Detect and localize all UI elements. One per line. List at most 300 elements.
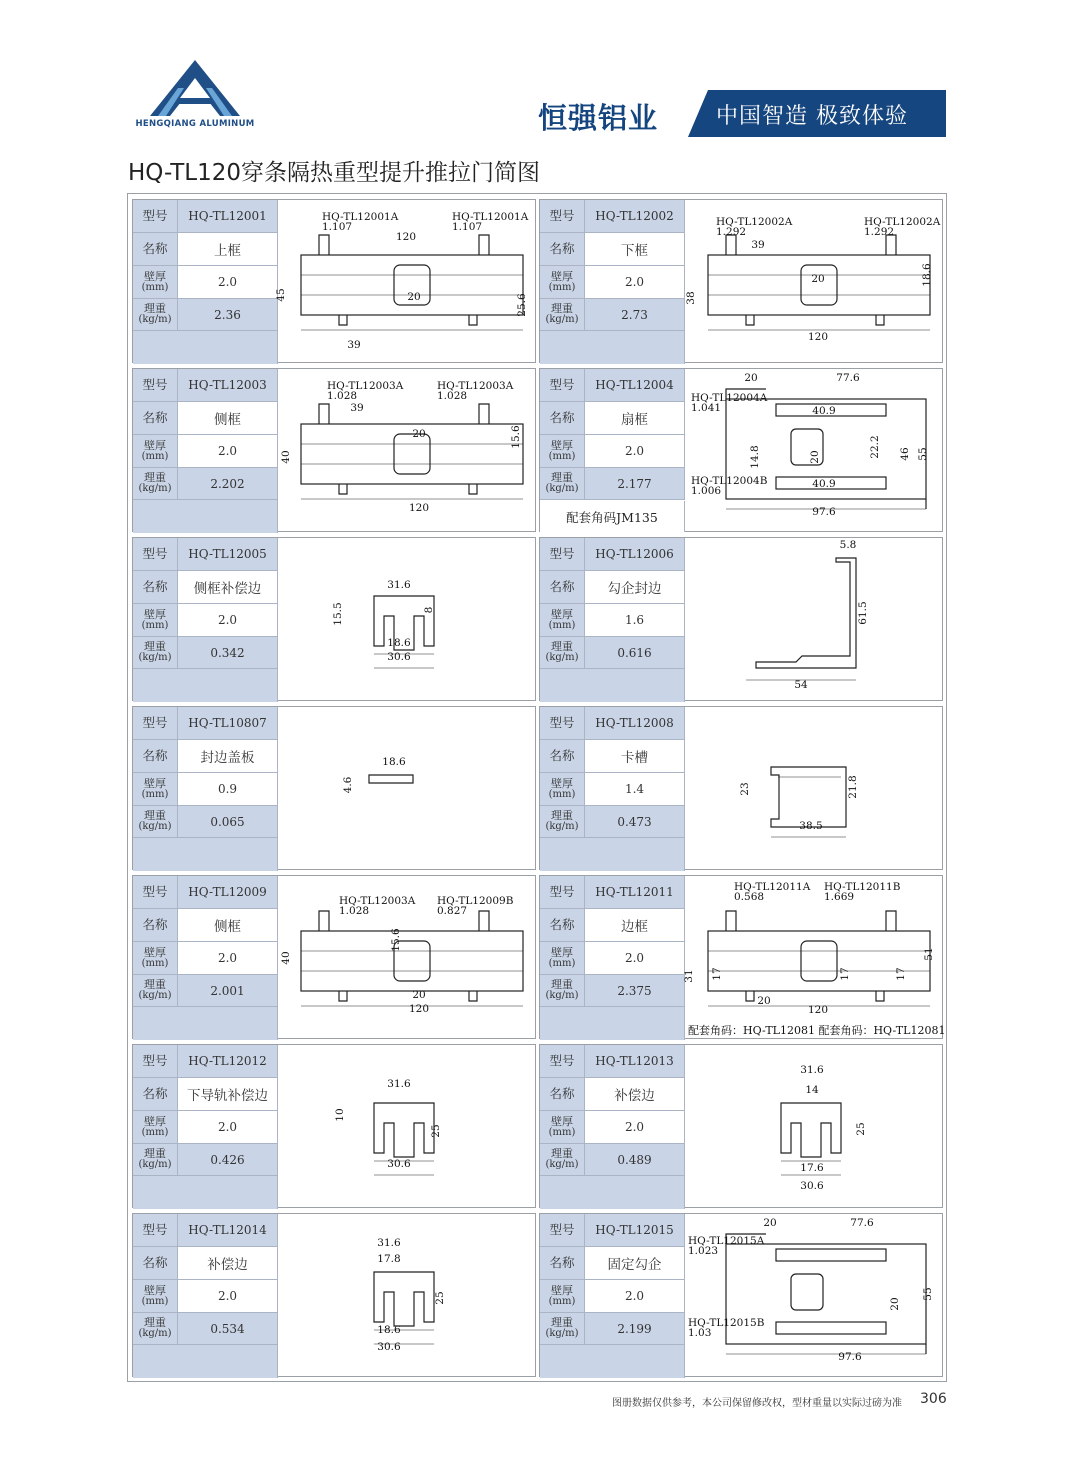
- drawing-label: 18.6: [377, 1324, 401, 1336]
- field-label: [133, 299, 178, 331]
- dimension-label: 17: [711, 967, 723, 981]
- field-label: 型号: [133, 1214, 178, 1247]
- field-value-weight: 0.489: [585, 1144, 685, 1176]
- brand-name: 恒强铝业: [538, 101, 659, 135]
- field-unit: (mm): [548, 450, 576, 462]
- field-value-weight: 0.065: [178, 806, 278, 838]
- field-unit: (mm): [141, 957, 169, 969]
- field-value-name: 封边盖板: [178, 740, 278, 773]
- field-label: 型号: [540, 200, 585, 233]
- field-unit: (mm): [548, 619, 576, 631]
- drawing-label: 0.827: [437, 905, 468, 917]
- field-label-text: 理重: [144, 809, 166, 823]
- field-label-text: 壁厚: [144, 1114, 166, 1128]
- field-value-wall: 2.0: [585, 266, 685, 299]
- drawing-label: 1.03: [688, 1327, 712, 1339]
- drawing-label: 120: [807, 331, 829, 343]
- field-label: [540, 604, 585, 637]
- drawing-label: 1.041: [691, 402, 722, 414]
- field-label: 型号: [540, 1214, 585, 1247]
- page-header: [0, 0, 1075, 150]
- field-label: [540, 773, 585, 806]
- field-label-text: 壁厚: [144, 945, 166, 959]
- blank-cell: [133, 1176, 278, 1209]
- dimension-label: 15.6: [390, 928, 402, 952]
- drawing-label: HQ-TL12004A: [691, 392, 768, 404]
- logo-text: HENGQIANG ALUMINUM: [135, 119, 255, 129]
- drawing-label: HQ-TL12001A: [322, 211, 399, 223]
- field-label: [540, 975, 585, 1007]
- blank-cell: [540, 1176, 685, 1209]
- profile-drawing: [686, 369, 943, 531]
- profile-drawing: [686, 707, 943, 869]
- field-label-text: 壁厚: [551, 438, 573, 452]
- field-unit: (kg/m): [138, 652, 172, 664]
- blank-cell: [540, 1345, 685, 1378]
- profile-card: [539, 1213, 943, 1377]
- field-value-name: 上框: [178, 233, 278, 266]
- field-label: [133, 468, 178, 500]
- drawing-label: HQ-TL12004B: [691, 475, 768, 487]
- profile-section-diagram: [686, 200, 943, 362]
- drawing-label: HQ-TL12003A: [437, 380, 514, 392]
- field-unit: (mm): [141, 450, 169, 462]
- drawing-label: 20: [763, 1217, 777, 1229]
- field-unit: (kg/m): [138, 821, 172, 833]
- field-value-model: HQ-TL12004: [585, 369, 685, 402]
- drawing-label: 31.6: [387, 1078, 411, 1090]
- field-unit: (kg/m): [545, 990, 579, 1002]
- profile-card: [539, 537, 943, 701]
- field-label: [133, 942, 178, 975]
- field-label: [133, 773, 178, 806]
- field-label: [133, 1111, 178, 1144]
- field-label: 名称: [540, 1247, 585, 1280]
- field-label: 名称: [540, 1078, 585, 1111]
- field-value-name: 侧框补偿边: [178, 571, 278, 604]
- drawing-label: 20: [811, 273, 825, 285]
- field-label: 名称: [133, 233, 178, 266]
- field-value-weight: 2.199: [585, 1313, 685, 1345]
- field-value-model: HQ-TL12012: [178, 1045, 278, 1078]
- field-label-text: 理重: [144, 1147, 166, 1161]
- field-value-weight: 2.73: [585, 299, 685, 331]
- profile-card: [539, 875, 946, 1039]
- field-value-wall: 2.0: [585, 1280, 685, 1313]
- field-unit: (kg/m): [545, 652, 579, 664]
- drawing-label: 30.6: [387, 1158, 411, 1170]
- field-label: 型号: [133, 1045, 178, 1078]
- field-unit: (kg/m): [545, 1328, 579, 1340]
- blank-cell: [540, 838, 685, 871]
- field-label: [540, 299, 585, 331]
- dimension-label: 4.6: [342, 776, 354, 794]
- drawing-label: 39: [350, 402, 364, 414]
- field-unit: (mm): [141, 619, 169, 631]
- page-title: HQ-TL120穿条隔热重型提升推拉门简图: [128, 160, 540, 186]
- profile-card: [539, 1044, 943, 1208]
- dimension-label: 45: [275, 288, 287, 302]
- field-value-wall: 1.6: [585, 604, 685, 637]
- profile-drawing: [279, 538, 536, 700]
- field-value-wall: 2.0: [178, 604, 278, 637]
- field-label-text: 理重: [551, 471, 573, 485]
- field-value-model: HQ-TL12005: [178, 538, 278, 571]
- profile-drawing: [279, 369, 536, 531]
- blank-cell: [133, 331, 278, 364]
- field-value-model: HQ-TL12013: [585, 1045, 685, 1078]
- dimension-label: 38: [685, 291, 697, 305]
- field-value-weight: 0.616: [585, 637, 685, 669]
- field-value-wall: 1.4: [585, 773, 685, 806]
- field-label: 型号: [540, 1045, 585, 1078]
- field-value-wall: 2.0: [585, 435, 685, 468]
- drawing-label: 1.292: [716, 226, 747, 238]
- field-label: 型号: [133, 707, 178, 740]
- blank-cell: [133, 1345, 278, 1378]
- profile-section-diagram: [279, 538, 536, 700]
- profile-card: [539, 368, 943, 532]
- field-label: [540, 1313, 585, 1345]
- drawing-label: HQ-TL12011B: [824, 881, 901, 893]
- profile-section-diagram: [686, 1214, 943, 1376]
- page-number: 306: [920, 1391, 947, 1407]
- drawing-label: 77.6: [850, 1217, 874, 1229]
- dimension-label: 10: [334, 1108, 346, 1122]
- drawing-label: HQ-TL12015A: [688, 1235, 765, 1247]
- field-value-wall: 2.0: [585, 1111, 685, 1144]
- field-value-name: 下导轨补偿边: [178, 1078, 278, 1111]
- field-unit: (kg/m): [138, 990, 172, 1002]
- drawing-label: 20: [412, 428, 426, 440]
- drawing-label: 0.568: [734, 891, 765, 903]
- field-label: 名称: [133, 1247, 178, 1280]
- dimension-label: 55: [922, 1287, 934, 1301]
- field-label: 型号: [540, 707, 585, 740]
- drawing-label: 97.6: [812, 506, 836, 518]
- field-label: [133, 1280, 178, 1313]
- drawing-label: 77.6: [836, 372, 860, 384]
- field-label-text: 壁厚: [551, 945, 573, 959]
- field-label: 名称: [540, 740, 585, 773]
- drawing-label: 1.107: [322, 221, 353, 233]
- field-label-text: 壁厚: [551, 776, 573, 790]
- drawing-label: 1.028: [437, 390, 468, 402]
- blank-cell: [133, 669, 278, 702]
- field-label-text: 壁厚: [144, 607, 166, 621]
- field-value-weight: 2.375: [585, 975, 685, 1007]
- drawing-label: 1.028: [327, 390, 358, 402]
- slogan-text: 中国智造 极致体验: [716, 104, 908, 129]
- profile-card: [132, 706, 536, 870]
- drawing-label: 30.6: [387, 651, 411, 663]
- profile-drawing: [279, 1214, 536, 1376]
- field-label-text: 壁厚: [551, 1283, 573, 1297]
- field-value-name: 补偿边: [585, 1078, 685, 1111]
- profile-note: 配套角码JM135: [540, 501, 685, 532]
- profile-drawing: [279, 876, 536, 1038]
- dimension-label: 8: [423, 606, 435, 614]
- field-label-text: 理重: [144, 640, 166, 654]
- field-label: [133, 266, 178, 299]
- field-label: 名称: [540, 909, 585, 942]
- field-label: 名称: [133, 909, 178, 942]
- field-value-model: HQ-TL12014: [178, 1214, 278, 1247]
- field-label: 型号: [133, 538, 178, 571]
- field-label: [133, 975, 178, 1007]
- dimension-label: 14.8: [749, 445, 761, 469]
- dimension-label: 20: [889, 1297, 901, 1311]
- field-value-weight: 2.36: [178, 299, 278, 331]
- field-label: [540, 942, 585, 975]
- drawing-label: HQ-TL12002A: [716, 216, 793, 228]
- drawing-label: 40.9: [812, 478, 836, 490]
- drawing-label: 14: [805, 1084, 819, 1096]
- profile-drawing: [686, 1214, 943, 1376]
- blank-cell: [540, 1007, 685, 1040]
- field-value-model: HQ-TL12006: [585, 538, 685, 571]
- profile-section-diagram: [279, 1214, 536, 1376]
- field-value-wall: 2.0: [585, 942, 685, 975]
- field-label: 型号: [540, 876, 585, 909]
- field-label-text: 壁厚: [144, 438, 166, 452]
- field-value-name: 勾企封边: [585, 571, 685, 604]
- field-unit: (kg/m): [545, 314, 579, 326]
- field-unit: (kg/m): [138, 483, 172, 495]
- dimension-label: 25: [855, 1122, 867, 1136]
- field-label: [540, 1280, 585, 1313]
- dimension-label: 55: [917, 447, 929, 461]
- drawing-label: 39: [347, 339, 361, 351]
- dimension-label: 40: [280, 450, 292, 464]
- field-unit: (kg/m): [138, 1159, 172, 1171]
- field-value-model: HQ-TL10807: [178, 707, 278, 740]
- field-label: [133, 604, 178, 637]
- field-label: 型号: [540, 538, 585, 571]
- dimension-label: 22.2: [869, 435, 881, 459]
- field-value-model: HQ-TL12011: [585, 876, 685, 909]
- field-unit: (mm): [548, 957, 576, 969]
- profile-card: [132, 537, 536, 701]
- dimension-label: 17: [839, 967, 851, 981]
- dimension-label: 61.5: [857, 601, 869, 625]
- drawing-label: HQ-TL12001A: [452, 211, 529, 223]
- drawing-label: HQ-TL12009B: [437, 895, 514, 907]
- field-label: 名称: [133, 1078, 178, 1111]
- blank-cell: [540, 669, 685, 702]
- field-value-model: HQ-TL12002: [585, 200, 685, 233]
- field-value-wall: 2.0: [178, 435, 278, 468]
- field-label: [540, 266, 585, 299]
- drawing-label: 17.8: [377, 1253, 401, 1265]
- field-label: 名称: [133, 571, 178, 604]
- profile-section-diagram: [279, 876, 536, 1038]
- field-value-weight: 2.177: [585, 468, 685, 500]
- drawing-label: 38.5: [799, 820, 823, 832]
- drawing-label: 17.6: [800, 1162, 824, 1174]
- drawing-label: 31.6: [377, 1237, 401, 1249]
- field-unit: (kg/m): [545, 821, 579, 833]
- field-label: [133, 1144, 178, 1176]
- corner-note: 配套角码：HQ-TL12081 配套角码：HQ-TL12081: [688, 1024, 946, 1037]
- field-label-text: 壁厚: [551, 269, 573, 283]
- dimension-label: 21.8: [847, 775, 859, 799]
- field-value-weight: 0.426: [178, 1144, 278, 1176]
- profile-section-diagram: [686, 707, 943, 869]
- field-unit: (kg/m): [545, 1159, 579, 1171]
- profile-section-diagram: [683, 876, 946, 1038]
- field-label-text: 理重: [551, 1316, 573, 1330]
- drawing-label: 1.292: [864, 226, 895, 238]
- drawing-label: HQ-TL12002A: [864, 216, 941, 228]
- field-value-model: HQ-TL12008: [585, 707, 685, 740]
- profile-card: [132, 1044, 536, 1208]
- field-unit: (mm): [548, 281, 576, 293]
- field-unit: (mm): [141, 1126, 169, 1138]
- drawing-label: 20: [412, 989, 426, 1001]
- profile-section-diagram: [686, 1045, 943, 1207]
- dimension-label: 31: [683, 969, 695, 983]
- drawing-label: 18.6: [382, 756, 406, 768]
- blank-cell: [133, 1007, 278, 1040]
- field-value-weight: 2.202: [178, 468, 278, 500]
- field-label: 名称: [133, 402, 178, 435]
- field-label-text: 壁厚: [144, 1283, 166, 1297]
- field-label-text: 理重: [144, 1316, 166, 1330]
- field-label: 型号: [133, 369, 178, 402]
- field-value-name: 扇框: [585, 402, 685, 435]
- field-value-name: 边框: [585, 909, 685, 942]
- field-value-name: 侧框: [178, 909, 278, 942]
- field-value-wall: 0.9: [178, 773, 278, 806]
- drawing-label: 1.023: [688, 1245, 719, 1257]
- field-value-model: HQ-TL12009: [178, 876, 278, 909]
- drawing-label: 40.9: [812, 405, 836, 417]
- field-label: 名称: [540, 571, 585, 604]
- field-label: [133, 1313, 178, 1345]
- profile-card: [132, 1213, 536, 1377]
- profile-drawing: [686, 200, 943, 362]
- drawing-label: 31.6: [387, 579, 411, 591]
- profile-drawing: [686, 1045, 943, 1207]
- drawing-label: 54: [794, 679, 808, 691]
- field-label-text: 壁厚: [144, 269, 166, 283]
- dimension-label: 20: [809, 450, 821, 464]
- field-label: 名称: [133, 740, 178, 773]
- drawing-label: 20: [744, 372, 758, 384]
- field-label-text: 理重: [144, 471, 166, 485]
- field-label: 型号: [133, 200, 178, 233]
- drawing-label: 1.006: [691, 485, 722, 497]
- drawing-label: HQ-TL12003A: [339, 895, 416, 907]
- field-label-text: 理重: [144, 302, 166, 316]
- field-value-weight: 2.001: [178, 975, 278, 1007]
- drawing-label: 18.6: [387, 637, 411, 649]
- dimension-label: 17: [895, 967, 907, 981]
- field-value-wall: 2.0: [178, 266, 278, 299]
- drawing-label: 120: [807, 1004, 829, 1016]
- field-unit: (mm): [548, 1126, 576, 1138]
- drawing-label: 97.6: [838, 1351, 862, 1363]
- drawing-label: 1.669: [824, 891, 855, 903]
- field-value-wall: 2.0: [178, 1111, 278, 1144]
- field-label-text: 壁厚: [144, 776, 166, 790]
- dimension-label: 25: [434, 1291, 446, 1305]
- profile-section-diagram: [686, 369, 943, 531]
- field-label: [133, 435, 178, 468]
- field-unit: (mm): [141, 281, 169, 293]
- field-label: 名称: [540, 233, 585, 266]
- field-value-weight: 0.473: [585, 806, 685, 838]
- drawing-label: 30.6: [377, 1341, 401, 1353]
- dimension-label: 46: [899, 447, 911, 461]
- footer-disclaimer: 图册数据仅供参考，本公司保留修改权，型材重量以实际过磅为准: [612, 1398, 902, 1409]
- drawing-label: 120: [408, 1003, 430, 1015]
- profile-card: [539, 706, 943, 870]
- drawing-label: 1.028: [339, 905, 370, 917]
- profile-drawing: [279, 1045, 536, 1207]
- profile-drawing: [683, 876, 946, 1038]
- field-value-model: HQ-TL12015: [585, 1214, 685, 1247]
- field-label: [540, 1144, 585, 1176]
- drawing-label: 5.8: [839, 539, 857, 551]
- profile-card: [132, 199, 536, 363]
- field-value-wall: 2.0: [178, 942, 278, 975]
- field-label: [540, 806, 585, 838]
- field-label-text: 理重: [551, 809, 573, 823]
- blank-cell: [133, 838, 278, 871]
- blank-cell: [540, 331, 685, 364]
- field-value-weight: 0.342: [178, 637, 278, 669]
- drawing-label: 1.107: [452, 221, 483, 233]
- field-label: 型号: [133, 876, 178, 909]
- profile-card: [132, 368, 536, 532]
- field-unit: (kg/m): [138, 1328, 172, 1340]
- field-value-name: 补偿边: [178, 1247, 278, 1280]
- profile-section-diagram: [279, 707, 536, 869]
- profile-drawing: [279, 707, 536, 869]
- dimension-label: 15.5: [332, 602, 344, 626]
- drawing-label: 20: [407, 291, 421, 303]
- field-label: [540, 468, 585, 500]
- field-label-text: 理重: [144, 978, 166, 992]
- dimension-label: 25.6: [516, 293, 528, 317]
- field-label: [540, 1111, 585, 1144]
- field-value-weight: 0.534: [178, 1313, 278, 1345]
- field-label: 型号: [540, 369, 585, 402]
- field-unit: (kg/m): [545, 483, 579, 495]
- profile-card: [132, 875, 536, 1039]
- profile-drawing: [686, 538, 943, 700]
- drawing-label: 20: [757, 995, 771, 1007]
- drawing-label: 31.6: [800, 1064, 824, 1076]
- field-unit: (mm): [141, 1295, 169, 1307]
- drawing-label: HQ-TL12011A: [734, 881, 811, 893]
- drawing-label: HQ-TL12003A: [327, 380, 404, 392]
- field-label-text: 壁厚: [551, 1114, 573, 1128]
- dimension-label: 15.6: [510, 425, 522, 449]
- field-label: [133, 637, 178, 669]
- dimension-label: 25: [430, 1124, 442, 1138]
- dimension-label: 23: [739, 782, 751, 796]
- field-unit: (mm): [141, 788, 169, 800]
- field-value-name: 卡槽: [585, 740, 685, 773]
- field-label-text: 理重: [551, 302, 573, 316]
- field-value-wall: 2.0: [178, 1280, 278, 1313]
- field-unit: (mm): [548, 788, 576, 800]
- profile-drawing: [275, 200, 536, 362]
- field-label-text: 理重: [551, 1147, 573, 1161]
